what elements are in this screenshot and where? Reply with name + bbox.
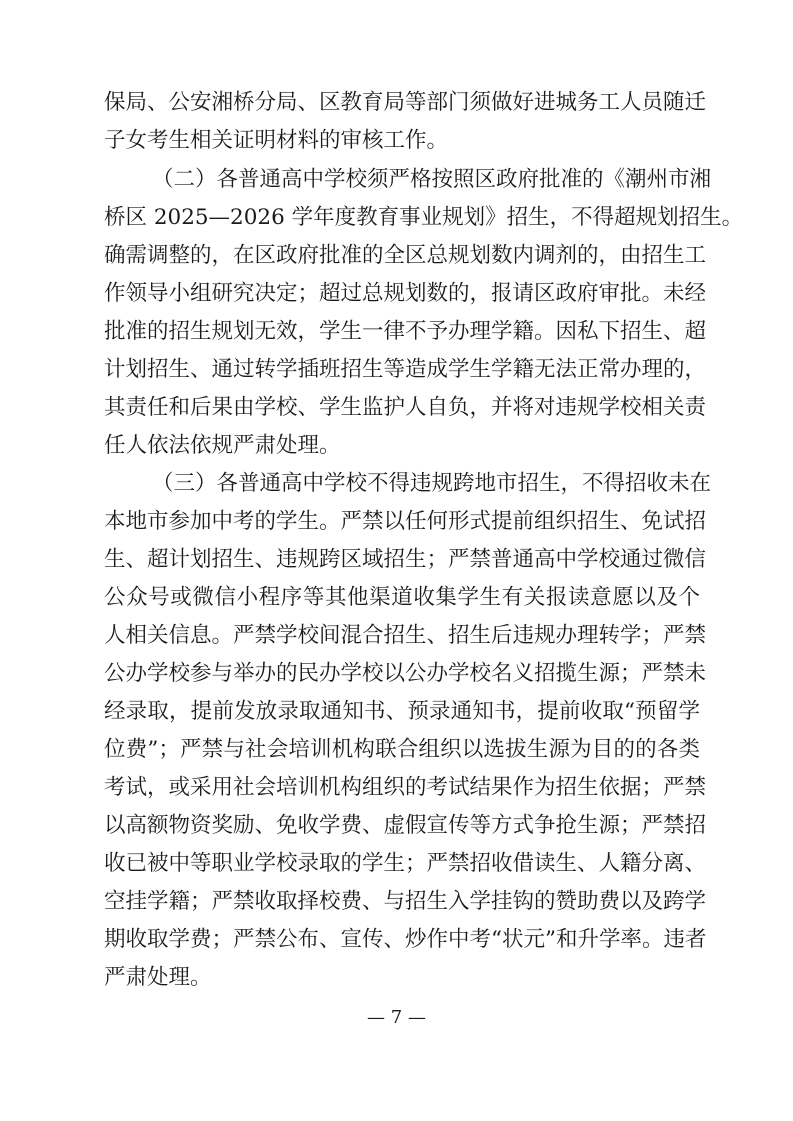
- body-text-line: 公办学校参与举办的民办学校以公办学校名义招揽生源；严禁未: [104, 661, 707, 686]
- body-text-line: 生、超计划招生、违规跨区域招生；严禁普通高中学校通过微信: [104, 547, 707, 572]
- body-text-line: 作领导小组研究决定；超过总规划数的，报请区政府审批。未经: [104, 281, 707, 306]
- body-text-line: 考试，或采用社会培训机构组织的考试结果作为招生依据；严禁: [104, 775, 707, 800]
- body-text-line: 批准的招生规划无效，学生一律不予办理学籍。因私下招生、超: [104, 319, 707, 344]
- body-text-line: 严肃处理。: [104, 965, 212, 990]
- body-text-line: 子女考生相关证明材料的审核工作。: [104, 128, 449, 153]
- body-text-line: 任人依法依规严肃处理。: [104, 433, 341, 458]
- body-text-line: 以高额物资奖励、免收学费、虚假宣传等方式争抢生源；严禁招: [104, 813, 707, 838]
- body-text-line: 桥区 2025—2026 学年度教育事业规划》招生，不得超规划招生。: [104, 205, 744, 230]
- section-2-heading-line: （二）各普通高中学校须严格按照区政府批准的《潮州市湘: [152, 167, 712, 192]
- body-text-line: 公众号或微信小程序等其他渠道收集学生有关报读意愿以及个: [104, 585, 700, 610]
- section-3-heading-line: （三）各普通高中学校不得违规跨地市招生，不得招收未在: [152, 471, 712, 496]
- body-text-line: 确需调整的，在区政府批准的全区总规划数内调剂的，由招生工: [104, 243, 707, 268]
- body-text-line: 保局、公安湘桥分局、区教育局等部门须做好进城务工人员随迁: [104, 90, 707, 115]
- body-text-line: 空挂学籍；严禁收取择校费、与招生入学挂钩的赞助费以及跨学: [104, 889, 707, 914]
- body-text-line: 本地市参加中考的学生。严禁以任何形式提前组织招生、免试招: [104, 509, 707, 534]
- body-text-line: 人相关信息。严禁学校间混合招生、招生后违规办理转学；严禁: [104, 623, 707, 648]
- body-text-line: 期收取学费；严禁公布、宣传、炒作中考“状元”和升学率。违者: [104, 927, 707, 952]
- body-text-line: 其责任和后果由学校、学生监护人自负，并将对违规学校相关责: [104, 395, 707, 420]
- body-text-line: 经录取，提前发放录取通知书、预录通知书，提前收取“预留学: [104, 699, 700, 724]
- body-text-line: 计划招生、通过转学插班招生等造成学生学籍无法正常办理的，: [104, 357, 707, 382]
- page-number: — 7 —: [367, 1007, 426, 1028]
- body-text-line: 收已被中等职业学校录取的学生；严禁招收借读生、人籍分离、: [104, 851, 707, 876]
- body-text-line: 位费”；严禁与社会培训机构联合组织以选拔生源为目的的各类: [104, 737, 700, 762]
